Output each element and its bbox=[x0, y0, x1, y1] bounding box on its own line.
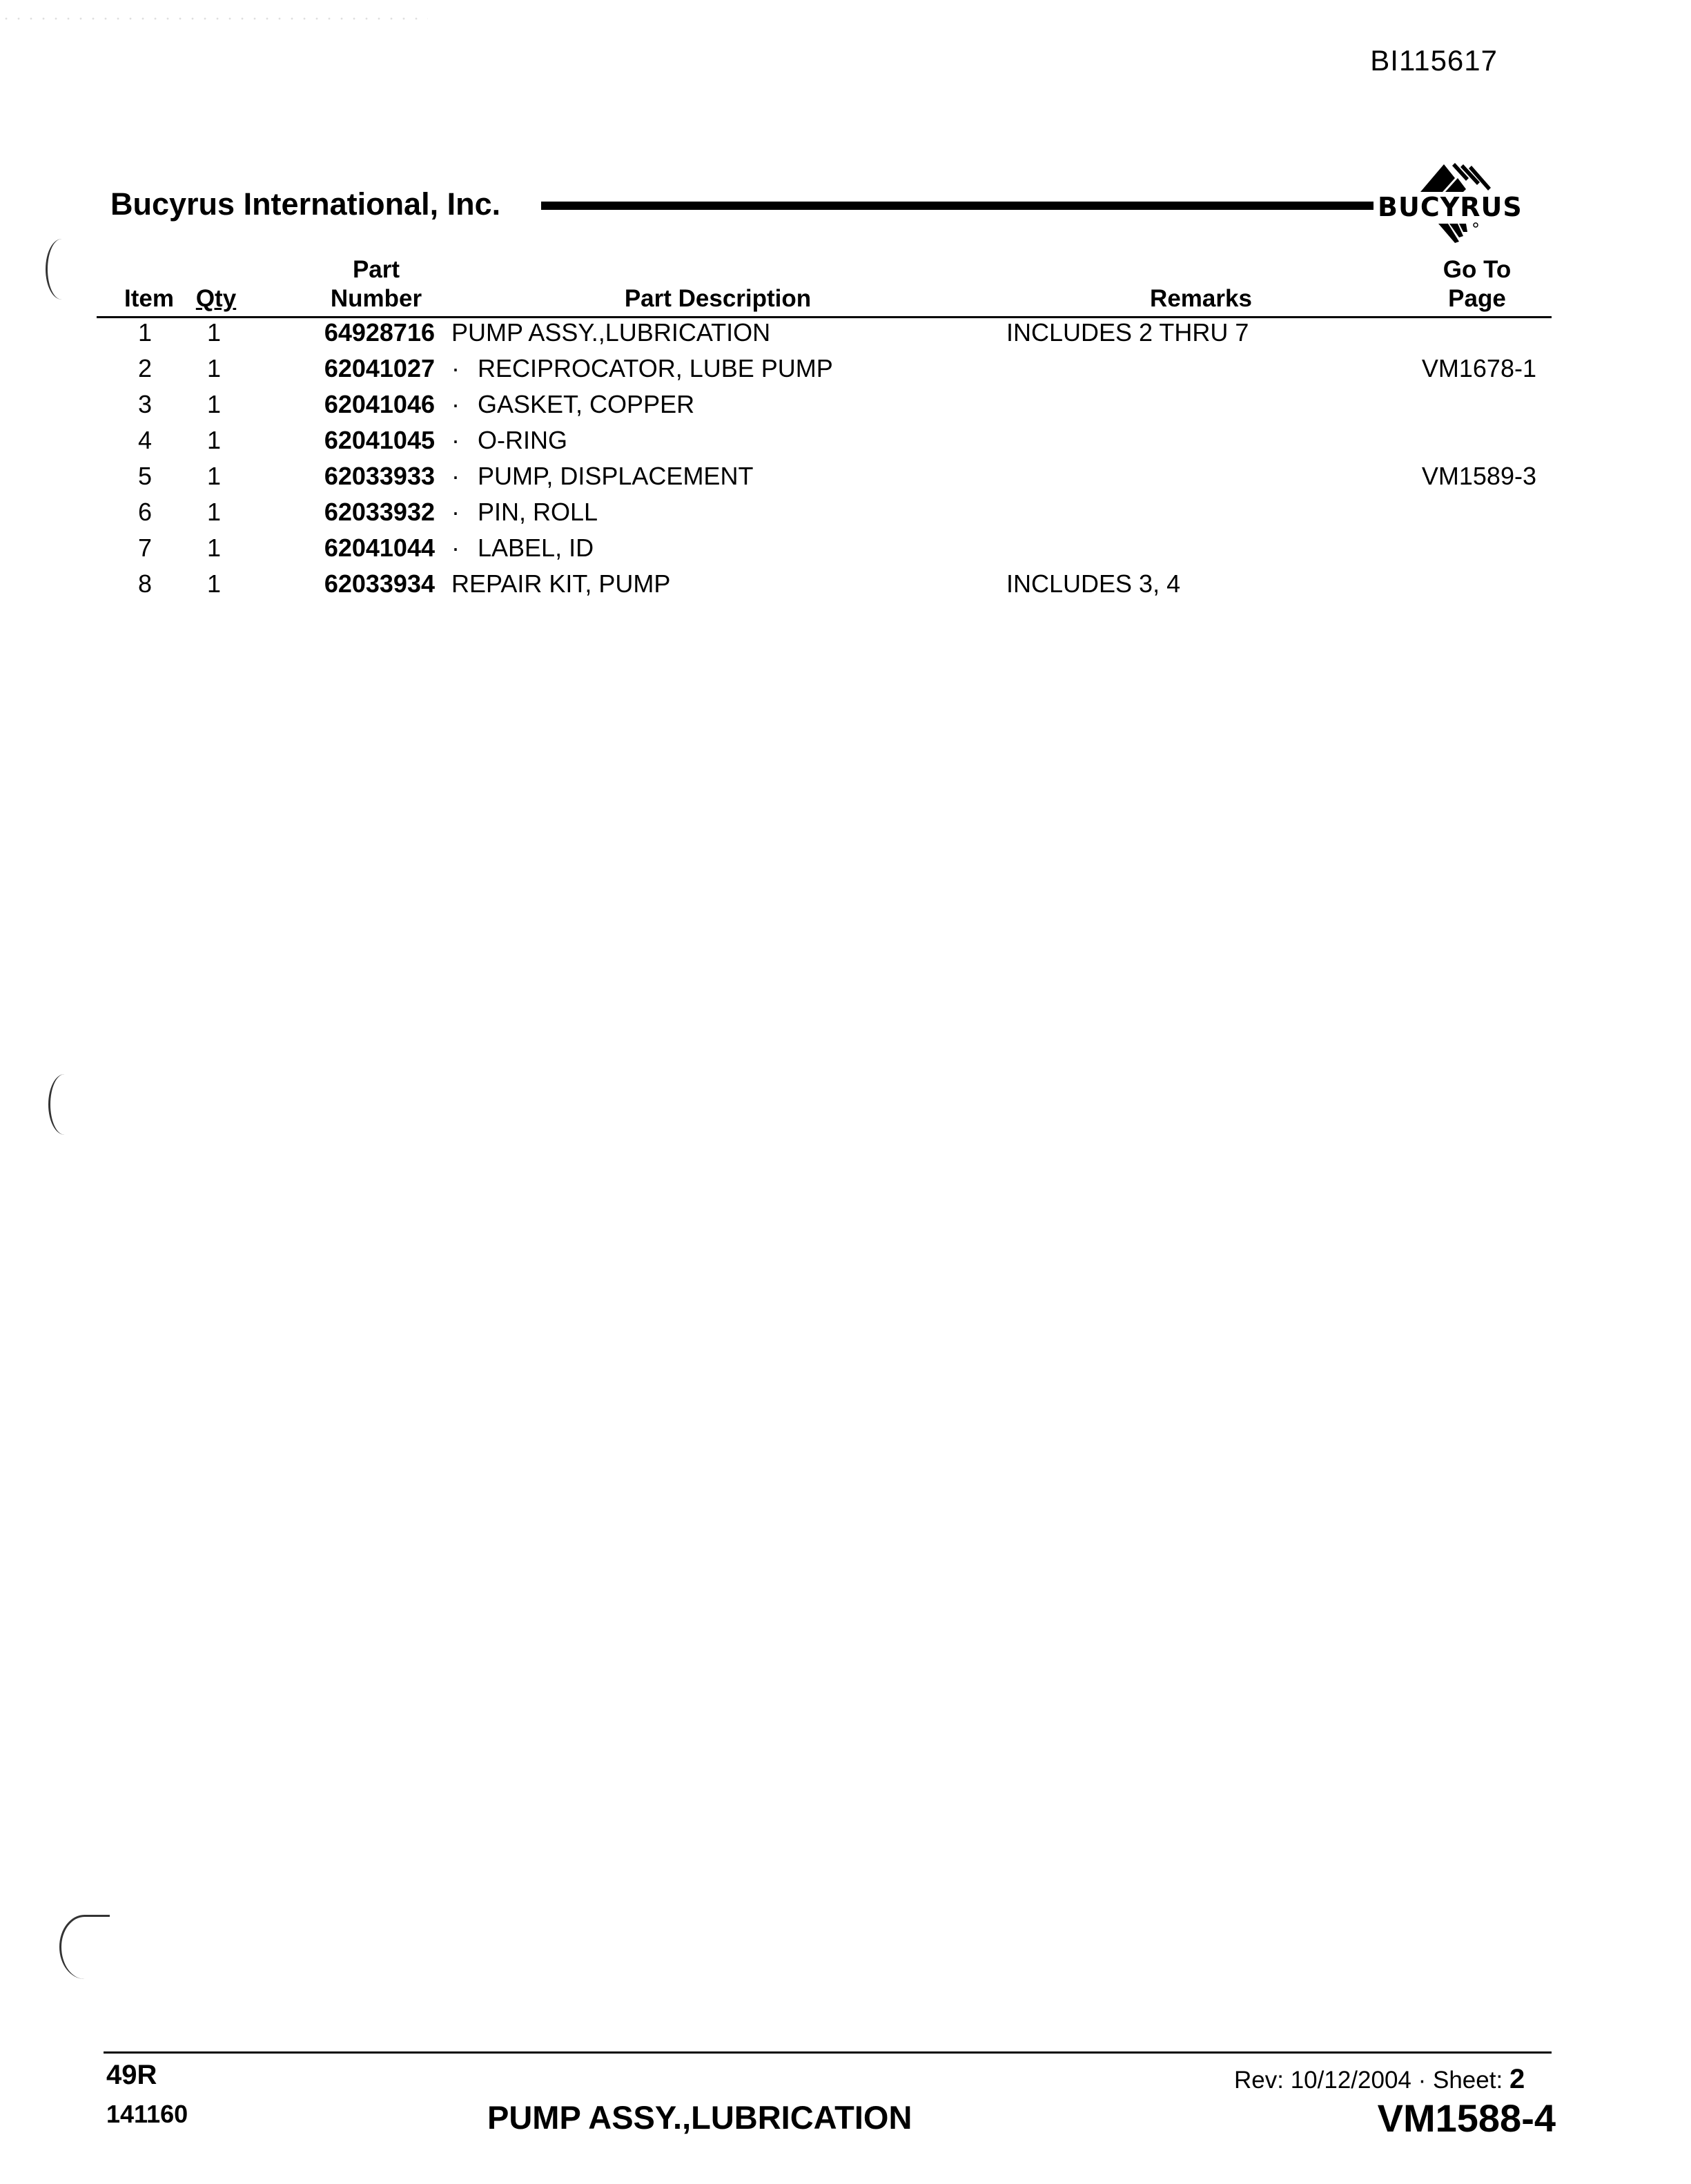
part-number: 62033934 bbox=[324, 569, 435, 598]
header-rule bbox=[541, 202, 1374, 210]
item-number: 2 bbox=[137, 354, 153, 382]
part-description-cell bbox=[451, 422, 567, 458]
table-row bbox=[0, 422, 1691, 458]
part-description: LABEL, ID bbox=[478, 534, 594, 562]
part-description-cell bbox=[451, 494, 598, 530]
binder-hole-top bbox=[46, 239, 78, 300]
column-header-item: Item bbox=[124, 285, 174, 312]
table-row bbox=[0, 530, 1691, 566]
quantity: 1 bbox=[206, 462, 222, 490]
table-row bbox=[0, 494, 1691, 530]
sub-item-bullet: · bbox=[451, 390, 460, 418]
part-number: 62033933 bbox=[324, 462, 435, 490]
document-id: BI115617 bbox=[1370, 44, 1498, 77]
part-number: 62041044 bbox=[324, 534, 435, 562]
part-description: O-RING bbox=[478, 426, 567, 454]
machine-model: 49R bbox=[106, 2060, 157, 2090]
sub-item-bullet: · bbox=[451, 426, 460, 454]
item-number: 1 bbox=[137, 318, 153, 347]
item-number: 7 bbox=[137, 534, 153, 562]
item-number: 8 bbox=[137, 569, 153, 598]
part-description: REPAIR KIT, PUMP bbox=[451, 569, 671, 598]
revision-info bbox=[1234, 2064, 1525, 2095]
binder-hole-middle bbox=[48, 1074, 81, 1135]
part-number: 62041046 bbox=[324, 390, 435, 418]
part-description: GASKET, COPPER bbox=[478, 390, 695, 418]
item-number: 6 bbox=[137, 498, 153, 526]
sub-item-bullet: · bbox=[451, 462, 460, 490]
part-number: 62033932 bbox=[324, 498, 435, 526]
quantity: 1 bbox=[206, 354, 222, 382]
item-number: 3 bbox=[137, 390, 153, 418]
company-name: Bucyrus International, Inc. bbox=[110, 186, 501, 222]
part-number: 64928716 bbox=[324, 318, 435, 347]
scan-marks bbox=[0, 17, 428, 21]
serial-number: 141160 bbox=[106, 2100, 188, 2128]
part-number: 62041045 bbox=[324, 426, 435, 454]
sub-item-bullet: · bbox=[451, 354, 460, 382]
part-description: PUMP ASSY.,LUBRICATION bbox=[451, 318, 771, 347]
goto-page-link[interactable]: VM1678-1 bbox=[1421, 354, 1536, 382]
quantity: 1 bbox=[206, 534, 222, 562]
goto-page-link[interactable]: VM1589-3 bbox=[1421, 462, 1536, 490]
table-row bbox=[0, 458, 1691, 494]
quantity: 1 bbox=[206, 318, 222, 347]
sub-item-bullet: · bbox=[451, 498, 460, 526]
column-header-goto-line1: Go To bbox=[1443, 256, 1512, 283]
logo-wordmark: BUCYRUS bbox=[1378, 192, 1523, 222]
part-description-cell bbox=[451, 351, 833, 387]
column-header-remarks: Remarks bbox=[1150, 285, 1252, 312]
part-description: RECIPROCATOR, LUBE PUMP bbox=[478, 354, 833, 382]
column-header-part-number-line2: Number bbox=[330, 285, 422, 312]
column-header-qty: Qty bbox=[195, 285, 237, 312]
quantity: 1 bbox=[206, 426, 222, 454]
table-row bbox=[0, 566, 1691, 602]
column-header-part-description: Part Description bbox=[624, 285, 812, 312]
footer-title: PUMP ASSY.,LUBRICATION bbox=[487, 2099, 912, 2136]
part-description-cell bbox=[451, 458, 753, 494]
rev-label: Rev: bbox=[1234, 2067, 1284, 2094]
part-description: PUMP, DISPLACEMENT bbox=[478, 462, 754, 490]
quantity: 1 bbox=[206, 498, 222, 526]
rev-separator: · bbox=[1418, 2067, 1427, 2094]
table-row bbox=[0, 315, 1691, 351]
part-description: PIN, ROLL bbox=[478, 498, 598, 526]
sheet-number: 2 bbox=[1509, 2064, 1525, 2094]
column-header-part-number-line1: Part bbox=[352, 256, 400, 283]
binder-hole-bottom bbox=[59, 1915, 110, 1979]
table-row bbox=[0, 351, 1691, 387]
column-header-goto-line2: Page bbox=[1448, 285, 1506, 312]
table-row bbox=[0, 387, 1691, 422]
rev-date: 10/12/2004 bbox=[1290, 2067, 1411, 2094]
part-number: 62041027 bbox=[324, 354, 435, 382]
part-description-cell bbox=[451, 530, 594, 566]
part-description-cell bbox=[451, 387, 694, 422]
footer-rule bbox=[104, 2051, 1552, 2054]
sheet-label: Sheet: bbox=[1433, 2067, 1503, 2094]
remarks: INCLUDES 3, 4 bbox=[1006, 569, 1181, 598]
page-id: VM1588-4 bbox=[1377, 2096, 1556, 2140]
sub-item-bullet: · bbox=[451, 534, 460, 562]
item-number: 5 bbox=[137, 462, 153, 490]
quantity: 1 bbox=[206, 390, 222, 418]
quantity: 1 bbox=[206, 569, 222, 598]
item-number: 4 bbox=[137, 426, 153, 454]
remarks: INCLUDES 2 THRU 7 bbox=[1006, 318, 1249, 347]
